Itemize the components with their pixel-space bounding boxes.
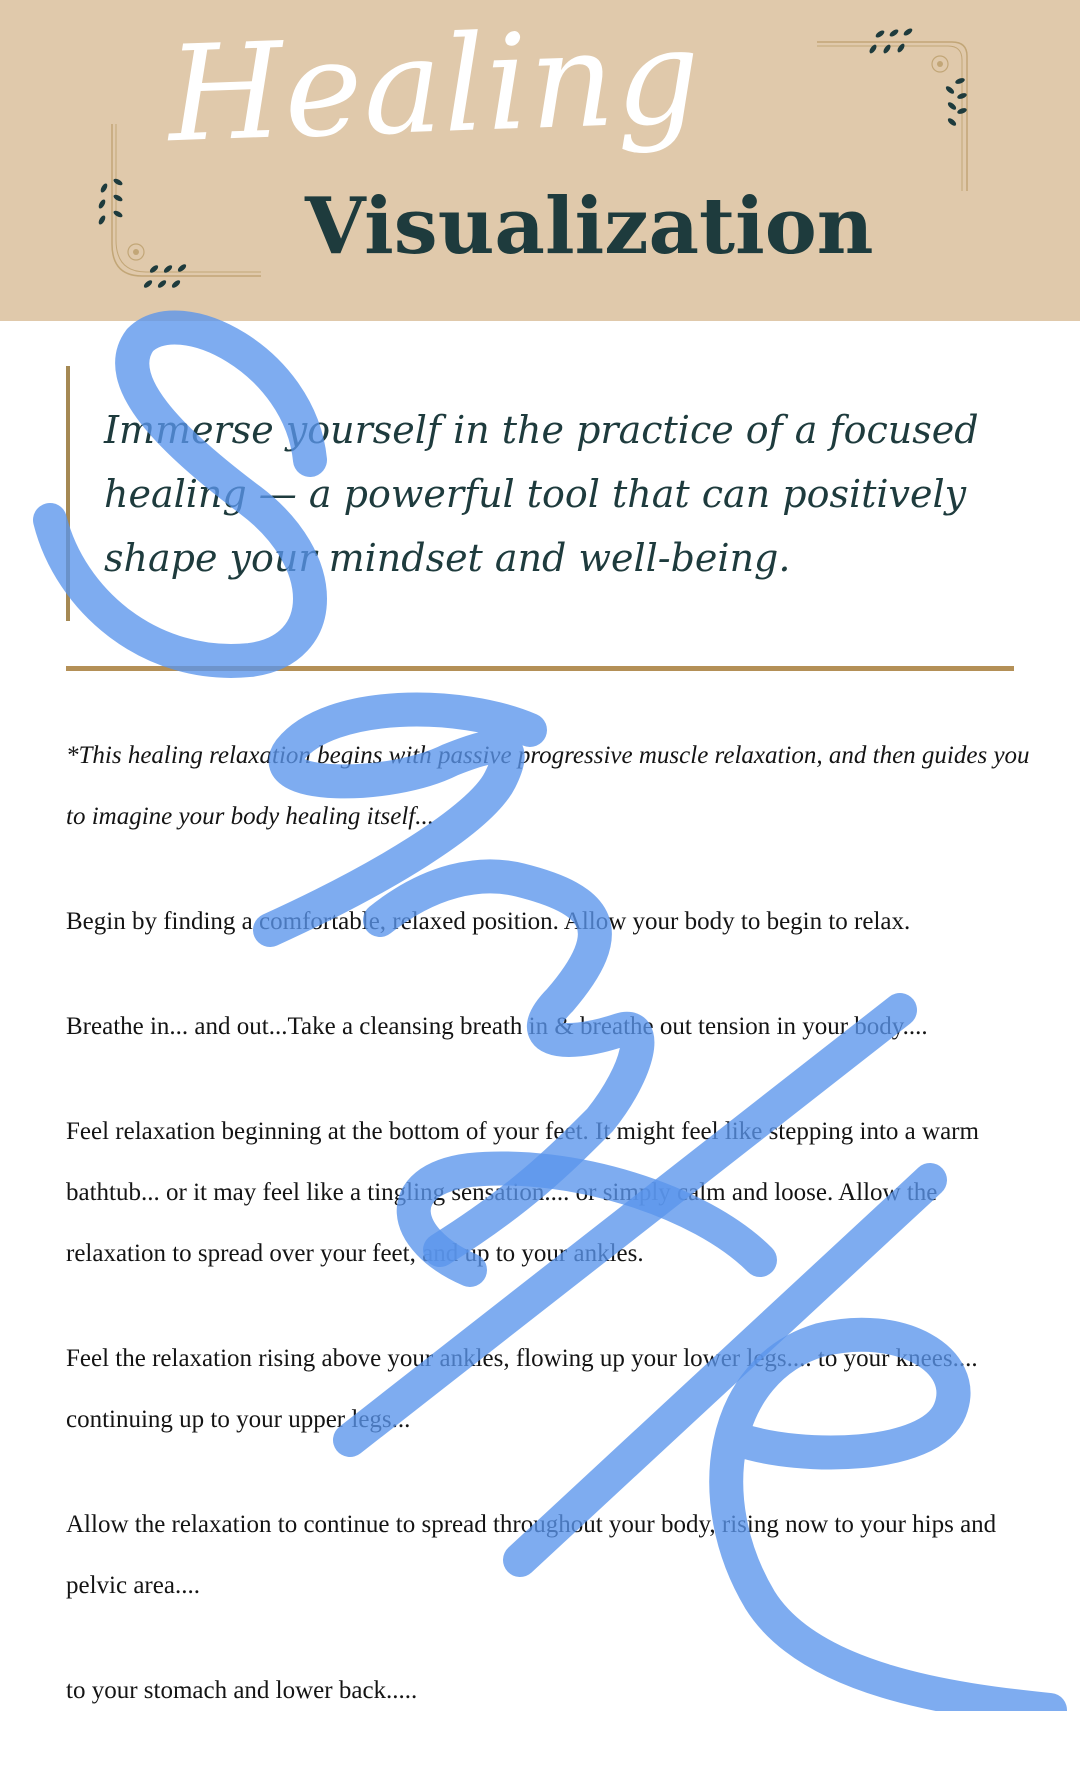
paragraph: to your stomach and lower back..... bbox=[66, 1677, 418, 1704]
quote-accent-bar bbox=[66, 366, 70, 621]
paragraph: Feel relaxation beginning at the bottom of your feet. It might feel like stepping into a warm bathtub... or it may feel like a tingling sensation.... or simply calm and loose. Allow the relaxation to spread over your feet, and up to your ankles. bbox=[66, 1118, 979, 1267]
paragraph: Allow the relaxation to continue to spread throughout your body, rising now to your hips and pelvic area.... bbox=[66, 1511, 997, 1599]
intro-quote: Immerse yourself in the practice of a focused healing — a powerful tool that can positively shape your mindset and well-being. bbox=[104, 408, 979, 580]
paragraph: Breathe in... and out...Take a cleansing breath in & breathe out tension in your body.... bbox=[66, 1013, 928, 1040]
intro-note: *This healing relaxation begins with passive progressive muscle relaxation, and then guides you to imagine your body healing itself... bbox=[66, 742, 1030, 830]
page-title: Visualization bbox=[305, 181, 874, 272]
script-title: Healing bbox=[165, 0, 704, 173]
leaf-sprig-corner-icon bbox=[812, 26, 982, 196]
header-banner bbox=[0, 0, 1080, 321]
paragraph: Feel the relaxation rising above your ankles, flowing up your lower legs.... to your knees.... continuing up to your upper legs... bbox=[66, 1345, 978, 1433]
script-body bbox=[66, 725, 1036, 1765]
paragraph: Begin by finding a comfortable, relaxed position. Allow your body to begin to relax. bbox=[66, 908, 911, 935]
section-divider bbox=[66, 666, 1014, 671]
